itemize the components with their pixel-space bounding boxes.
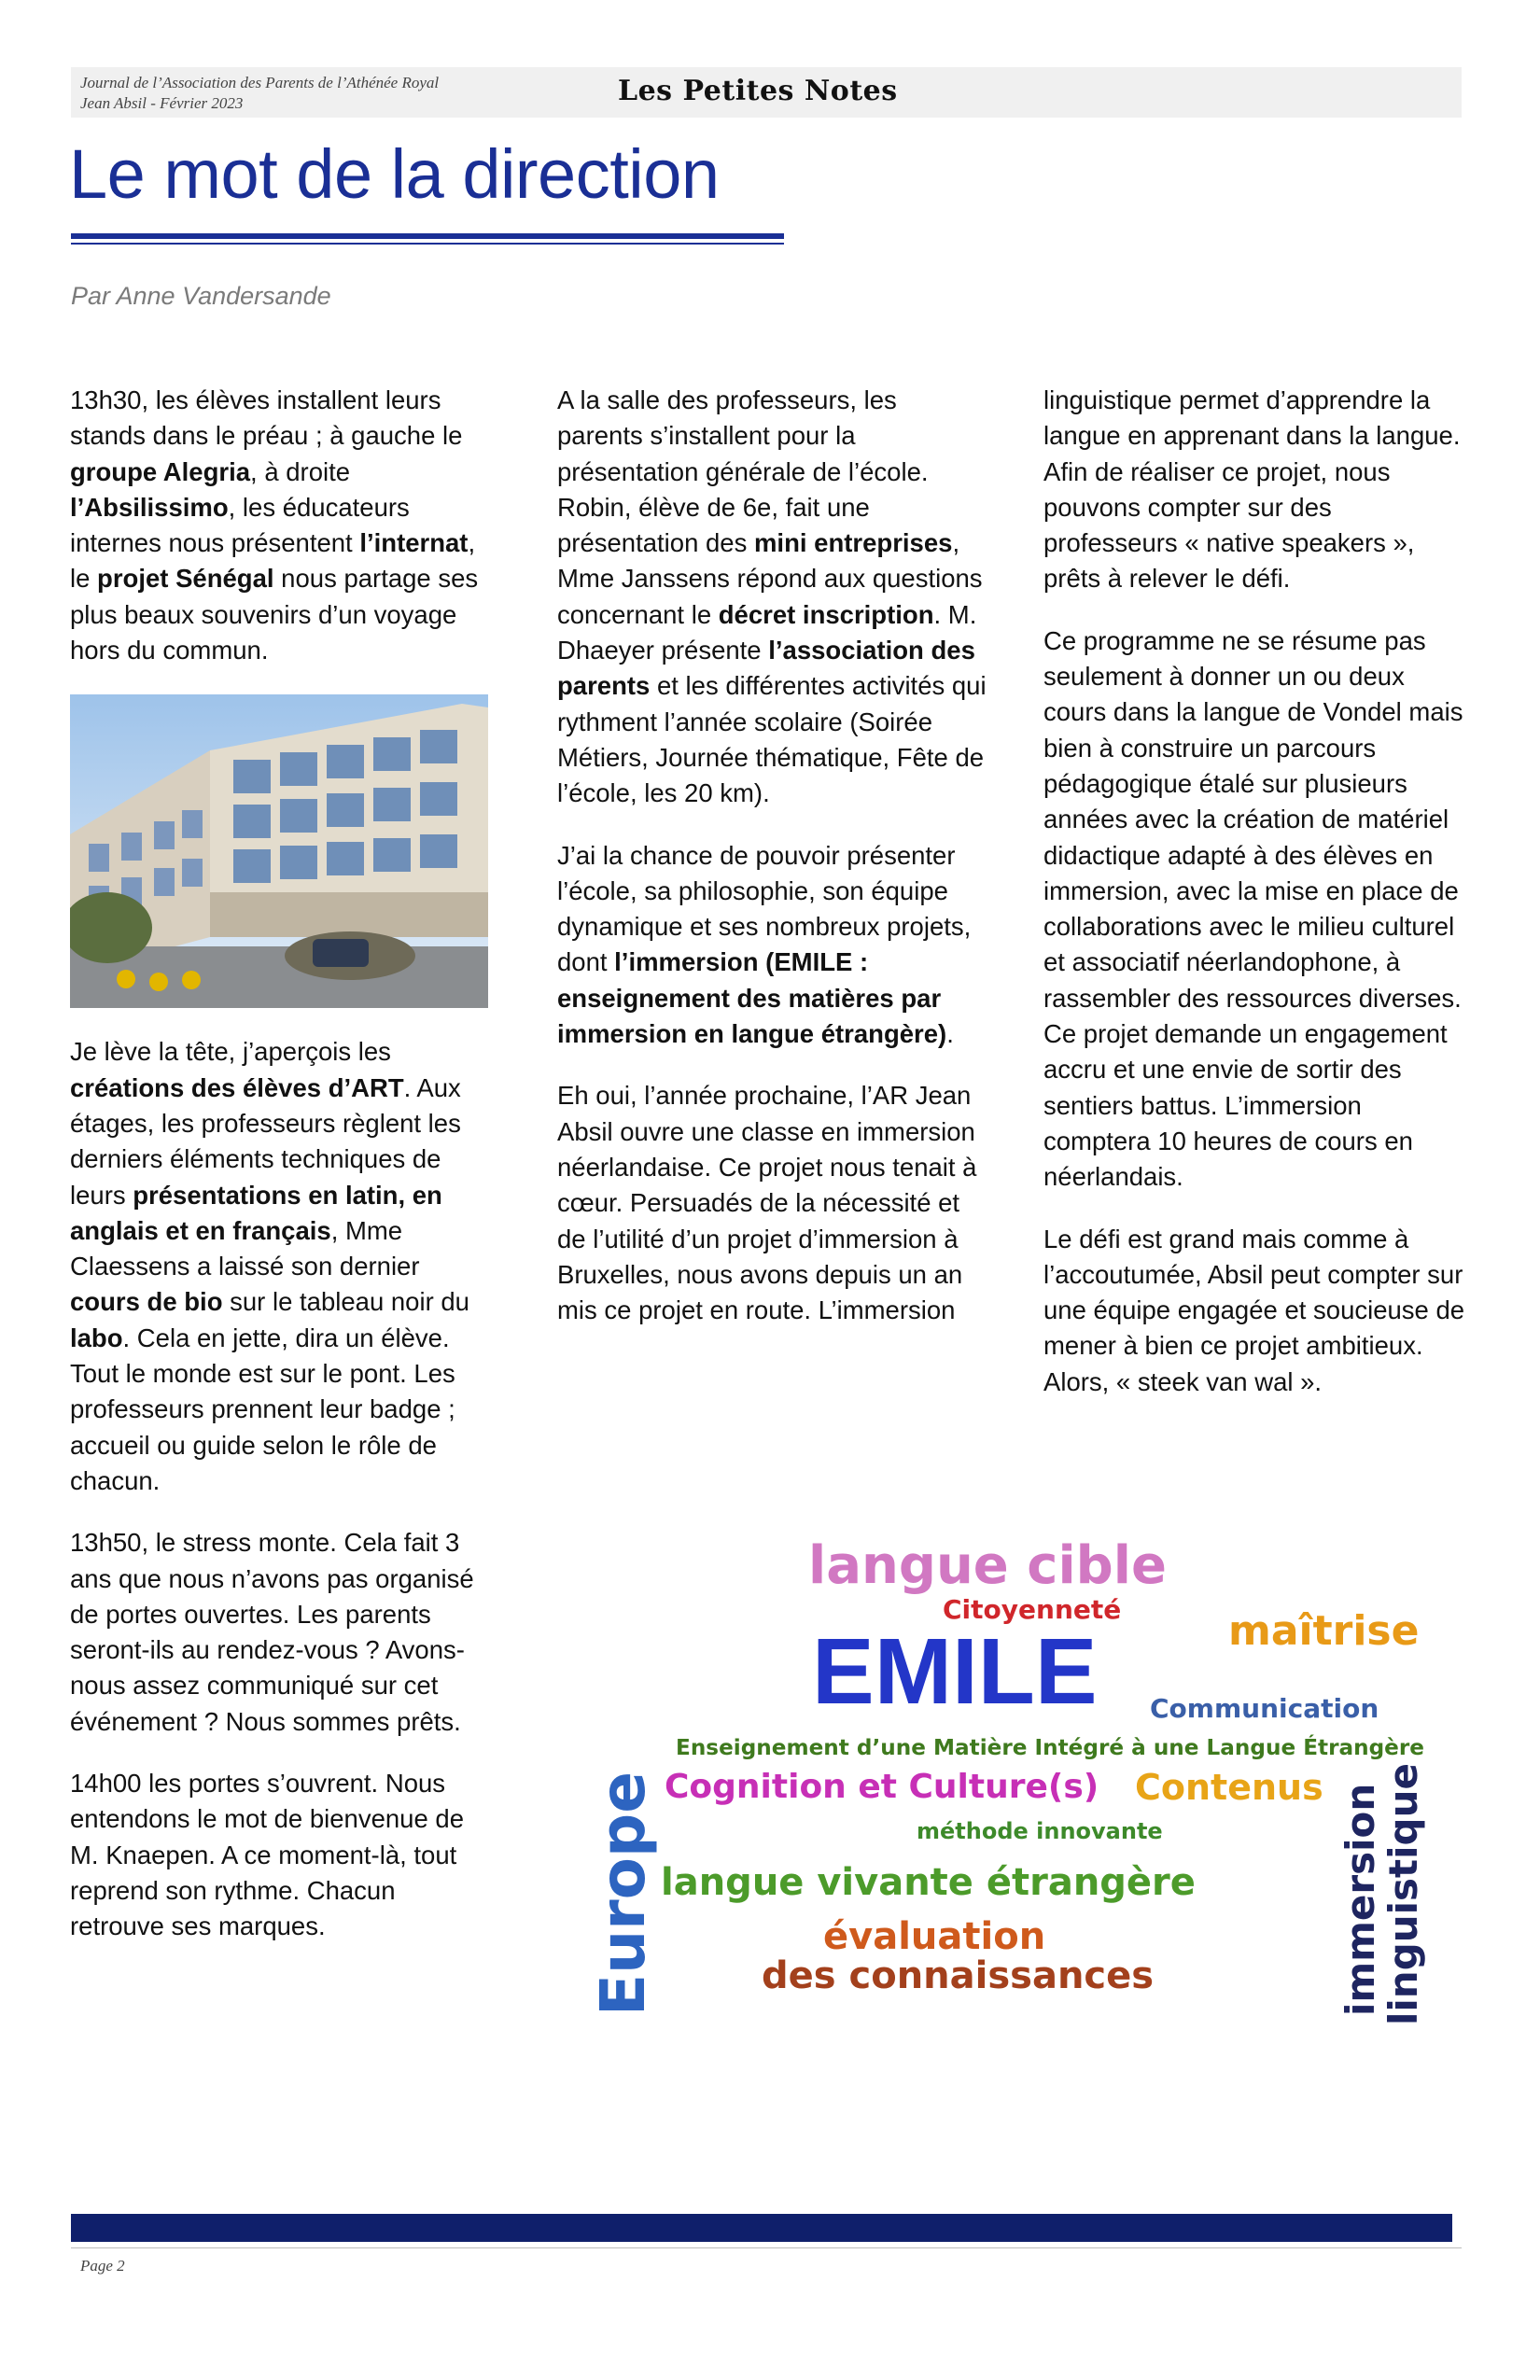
journal-issue: Jean Absil - Février 2023	[80, 94, 244, 112]
word: maîtrise	[1228, 1607, 1420, 1655]
word: langue cible	[808, 1535, 1167, 1596]
article-column-1	[70, 383, 490, 1971]
journal-header	[71, 67, 1462, 118]
word: langue vivante étrangère	[661, 1861, 1196, 1904]
paragraph: A la salle des professeurs, les parents s’installent pour la présentation générale de l’école. Robin, élève de 6e, fait une présentation des mini entreprises, Mme Janssens répond aux questions concernant le décret inscription. M. Dhaeyer présente l’association des parents et les différentes activités qui rythment l’année scolaire (Soirée Métiers, Journée thématique, Fête de l’école, les 20 km).	[557, 385, 987, 808]
word: Citoyenneté	[943, 1594, 1122, 1625]
title-rule-thick	[71, 233, 784, 239]
school-building-photo	[70, 694, 488, 1008]
paragraph: Je lève la tête, j’aperçois les créations des élèves d’ART. Aux étages, les professeurs règlent les derniers éléments techniques de leurs présentations en latin, en anglais et en français, Mme Claessens a laissé son dernier cours de bio sur le tableau noir du labo. Cela en jette, dira un élève. Tout le monde est sur le pont. Les professeurs prennent leur badge ; accueil ou guide selon le rôle de chacun.	[70, 1037, 469, 1495]
newsletter-title: Les Petites Notes	[618, 75, 898, 107]
paragraph: 14h00 les portes s’ouvrent. Nous entendons le mot de bienvenue de M. Knaepen. A ce moment-là, tout reprend son rythme. Chacun retrouve ses marques.	[70, 1769, 464, 1941]
journal-info	[80, 73, 439, 114]
paragraph: linguistique permet d’apprendre la langue en apprenant dans la langue. Afin de réaliser ce projet, nous pouvons compter sur des professeurs « native speakers », prêts à relever le défi.	[1043, 385, 1461, 594]
footer-bar	[71, 2214, 1452, 2242]
paragraph: Eh oui, l’année prochaine, l’AR Jean Absil ouvre une classe en immersion néerlandaise. Ce projet nous tenait à cœur. Persuadés de la nécessité et de l’utilité d’un projet d’immersion à Bruxelles, nous avons depuis un an mis ce projet en route. L’immersion	[557, 1081, 977, 1325]
footer-rule	[71, 2247, 1462, 2248]
page-number: Page 2	[80, 2257, 125, 2275]
word: EMILE	[812, 1619, 1098, 1724]
school-building-illustration	[70, 694, 488, 1008]
word: linguistique	[1380, 1763, 1426, 2025]
emile-word-cloud	[579, 1531, 1456, 2035]
paragraph: 13h30, les élèves installent leurs stands dans le préau ; à gauche le groupe Alegria, à droite l’Absilissimo, les éducateurs internes nous présentent l’internat, le projet Sénégal nous partage ses plus beaux souvenirs d’un voyage hors du commun.	[70, 385, 479, 665]
article-column-3	[1043, 383, 1473, 1426]
word: Europe	[587, 1771, 659, 2016]
word: Cognition et Culture(s)	[665, 1768, 1099, 1806]
word: méthode innovante	[917, 1818, 1163, 1844]
word: des connaissances	[762, 1954, 1155, 1997]
word: Enseignement d’une Matière Intégré à une Langue Étrangère	[676, 1736, 1420, 1760]
article-column-2	[557, 383, 987, 1354]
word: Communication	[1150, 1693, 1379, 1724]
word: Contenus	[1135, 1767, 1323, 1808]
title-rule-thin	[71, 243, 784, 245]
paragraph: Ce programme ne se résume pas seulement à donner un ou deux cours dans la langue de Vondel mais bien à construire un parcours pédagogique étalé sur plusieurs années avec la création de matériel didactique adapté à des élèves en immersion, avec la mise en place de collaborations avec le milieu culturel et associatif néerlandophone, à rassembler des ressources diverses. Ce projet demande un engagement accru et une envie de sortir des sentiers battus. L’immersion comptera 10 heures de cours en néerlandais.	[1043, 625, 1463, 1192]
word: immersion	[1337, 1783, 1383, 2016]
article-byline: Par Anne Vandersande	[71, 282, 331, 310]
word: évaluation	[823, 1915, 1046, 1958]
paragraph: Le défi est grand mais comme à l’accoutumée, Absil peut compter sur une équipe engagée et soucieuse de mener à bien ce projet ambitieux. Alors, « steek van wal ».	[1043, 1224, 1465, 1396]
journal-name: Journal de l’Association des Parents de l’Athénée Royal	[80, 74, 440, 91]
article-title: Le mot de la direction	[69, 135, 720, 213]
paragraph: 13h50, le stress monte. Cela fait 3 ans que nous n’avons pas organisé de portes ouvertes. Les parents seront-ils au rendez-vous ? Avons-nous assez communiqué sur cet événement ? Nous sommes prêts.	[70, 1528, 474, 1736]
paragraph: J’ai la chance de pouvoir présenter l’école, sa philosophie, son équipe dynamique et ses nombreux projets, dont l’immersion (EMILE : enseignement des matières par immersion en langue étrangère).	[557, 840, 972, 1049]
word-cloud-graphic	[579, 1531, 1456, 2035]
